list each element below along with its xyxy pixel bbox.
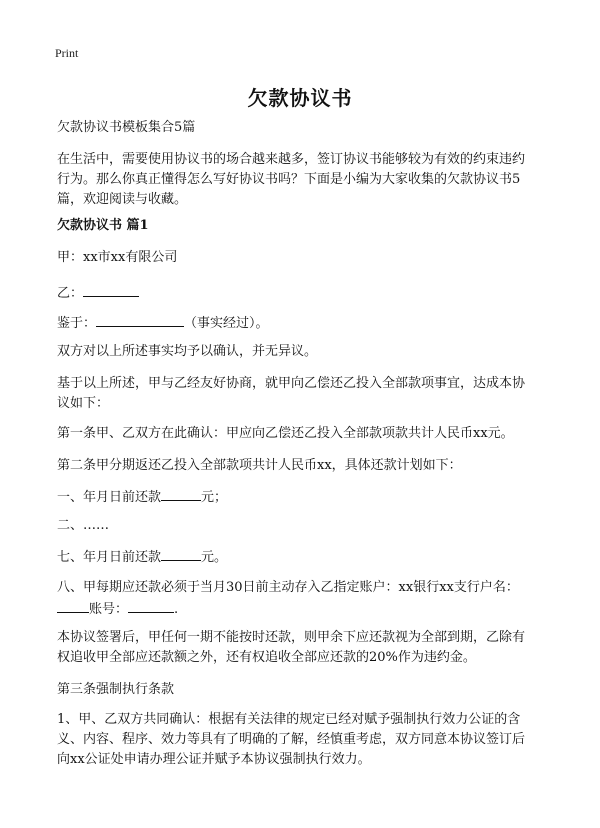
item1-blank [161, 486, 201, 501]
section-title: 欠款协议书 篇1 [57, 218, 149, 233]
account-label: 账号： [89, 602, 129, 617]
article-3: 第三条强制执行条款 [57, 682, 175, 697]
whereas-suffix: （事实经过）。 [184, 316, 269, 331]
whereas-line [57, 312, 557, 334]
item7-blank [161, 546, 201, 561]
item7-prefix: 七、年月日前还款 [57, 550, 162, 565]
clause-1-line-3: 向xx公证处申请办理公证并赋予本协议强制执行效力。 [57, 752, 371, 767]
payment-item-2: 二、…… [57, 518, 110, 533]
clause-1-line-1: 1、甲、乙双方共同确认：根据有关法律的规定已经对赋予强制执行效力公证的含 [57, 712, 521, 727]
article-2: 第二条甲分期返还乙投入全部款项共计人民币xx，具体还款计划如下： [57, 458, 462, 473]
item8-end: . [174, 602, 179, 617]
payment-item-8-line-1: 八、甲每期应还款必须于当月30日前主动存入乙指定账户：xx银行xx支行户名： [57, 580, 519, 595]
item1-prefix: 一、年月日前还款 [57, 490, 162, 505]
confirm-line: 双方对以上所述事实均予以确认，并无异议。 [57, 344, 318, 359]
whereas-label: 鉴于： [57, 316, 97, 331]
party-b-blank [83, 282, 139, 297]
basis-line-1: 基于以上所述，甲与乙经友好协商，就甲向乙偿还乙投入全部款项事宜，达成本协 [57, 376, 526, 391]
basis-line-2: 议如下： [57, 396, 110, 411]
print-label: Print [55, 46, 79, 60]
document-subtitle: 欠款协议书模板集合5篇 [57, 120, 196, 135]
article-1: 第一条甲、乙双方在此确认：甲应向乙偿还乙投入全部款项款共计人民币xx元。 [57, 426, 514, 441]
payment-item-7 [57, 546, 557, 568]
party-b [57, 282, 557, 304]
party-b-label: 乙： [57, 286, 84, 301]
account-name-blank [57, 598, 89, 613]
clause-1-line-2: 义、内容、程序、效力等具有了明确的了解，经慎重考虑，双方同意本协议签订后 [57, 732, 526, 747]
breach-line-1: 本协议签署后，甲任何一期不能按时还款，则甲余下应还款视为全部到期，乙除有 [57, 630, 526, 645]
item7-suffix: 元。 [201, 550, 228, 565]
breach-line-2: 权追收甲全部应还款额之外，还有权追收全部应还款的20%作为违约金。 [57, 650, 476, 665]
whereas-blank [96, 312, 184, 327]
item1-suffix: 元； [201, 490, 228, 505]
payment-item-8-line-2 [57, 598, 557, 620]
party-a: 甲：xx市xx有限公司 [57, 250, 178, 265]
intro-line-2: 行为。那么你真正懂得怎么写好协议书吗？下面是小编为大家收集的欠款协议书5 [57, 172, 521, 187]
intro-line-1: 在生活中，需要使用协议书的场合越来越多，签订协议书能够较为有效的约束违约 [57, 152, 526, 167]
payment-item-1 [57, 486, 557, 508]
intro-line-3: 篇，欢迎阅读与收藏。 [57, 192, 188, 207]
account-number-blank [128, 598, 174, 613]
document-title: 欠款协议书 [247, 86, 353, 110]
